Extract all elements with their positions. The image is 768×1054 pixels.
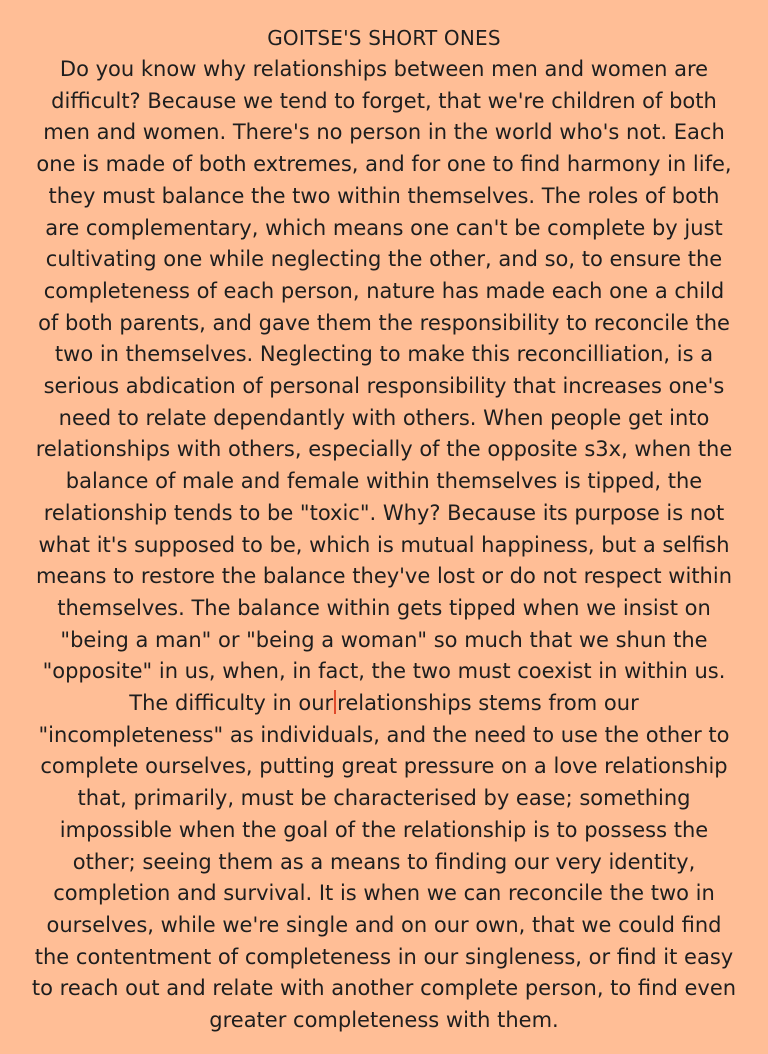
text-line: means to restore the balance they've lost or do not respect within bbox=[35, 564, 733, 589]
text-cursor bbox=[334, 690, 336, 714]
text-line: other; seeing them as a means to finding our very identity, bbox=[72, 849, 696, 874]
text-line: they must balance the two within themselves. The roles of both bbox=[48, 183, 720, 208]
text-line: serious abdication of personal responsibility that increases one's bbox=[43, 374, 725, 399]
text-line: two in themselves. Neglecting to make this reconcilliation, is a bbox=[54, 342, 714, 367]
text-line: relationship tends to be "toxic". Why? Because its purpose is not bbox=[43, 500, 725, 525]
text-line: one is made of both extremes, and for one to find harmony in life, bbox=[36, 152, 732, 177]
text-line: themselves. The balance within gets tipped when we insist on bbox=[57, 595, 711, 620]
text-line: completeness of each person, nature has made each one a child bbox=[43, 278, 725, 303]
text-line: that, primarily, must be characterised by ease; something bbox=[77, 786, 691, 811]
text-line: relationships with others, especially of the opposite s3x, when the bbox=[35, 437, 733, 462]
text-line: need to relate dependantly with others. When people get into bbox=[58, 405, 710, 430]
text-line: "opposite" in us, when, in fact, the two must coexist in within us. bbox=[42, 659, 726, 684]
text-segment: The difficulty in our bbox=[129, 691, 334, 716]
text-line: impossible when the goal of the relationship is to possess the bbox=[59, 817, 709, 842]
text-line: are complementary, which means one can't be complete by just bbox=[45, 215, 723, 240]
text-line: the contentment of completeness in our singleness, or find it easy bbox=[34, 944, 734, 969]
text-line: men and women. There's no person in the world who's not. Each bbox=[43, 120, 725, 145]
text-line: greater completeness with them. bbox=[209, 1008, 559, 1033]
note-body[interactable] bbox=[23, 54, 745, 1037]
text-line: "being a man" or "being a woman" so much that we shun the bbox=[60, 627, 708, 652]
text-line: difficult? Because we tend to forget, that we're children of both bbox=[51, 88, 717, 113]
text-line-with-cursor bbox=[23, 688, 745, 720]
text-line: balance of male and female within themselves is tipped, the bbox=[65, 469, 703, 494]
text-line: complete ourselves, putting great pressure on a love relationship bbox=[40, 754, 728, 779]
text-segment: relationships stems from our bbox=[337, 691, 639, 716]
text-line: "incompleteness" as individuals, and the need to use the other to bbox=[38, 722, 730, 747]
text-line: completion and survival. It is when we can reconcile the two in bbox=[53, 881, 715, 906]
text-line: cultivating one while neglecting the other, and so, to ensure the bbox=[45, 247, 723, 272]
note-title: GOITSE'S SHORT ONES bbox=[267, 26, 501, 50]
text-line: what it's supposed to be, which is mutual happiness, but a selfish bbox=[38, 532, 730, 557]
text-line: to reach out and relate with another complete person, to find even bbox=[31, 976, 737, 1001]
text-line: of both parents, and gave them the responsibility to reconcile the bbox=[38, 310, 730, 335]
text-line: ourselves, while we're single and on our own, that we could find bbox=[46, 912, 722, 937]
text-line: Do you know why relationships between men and women are bbox=[59, 57, 709, 81]
